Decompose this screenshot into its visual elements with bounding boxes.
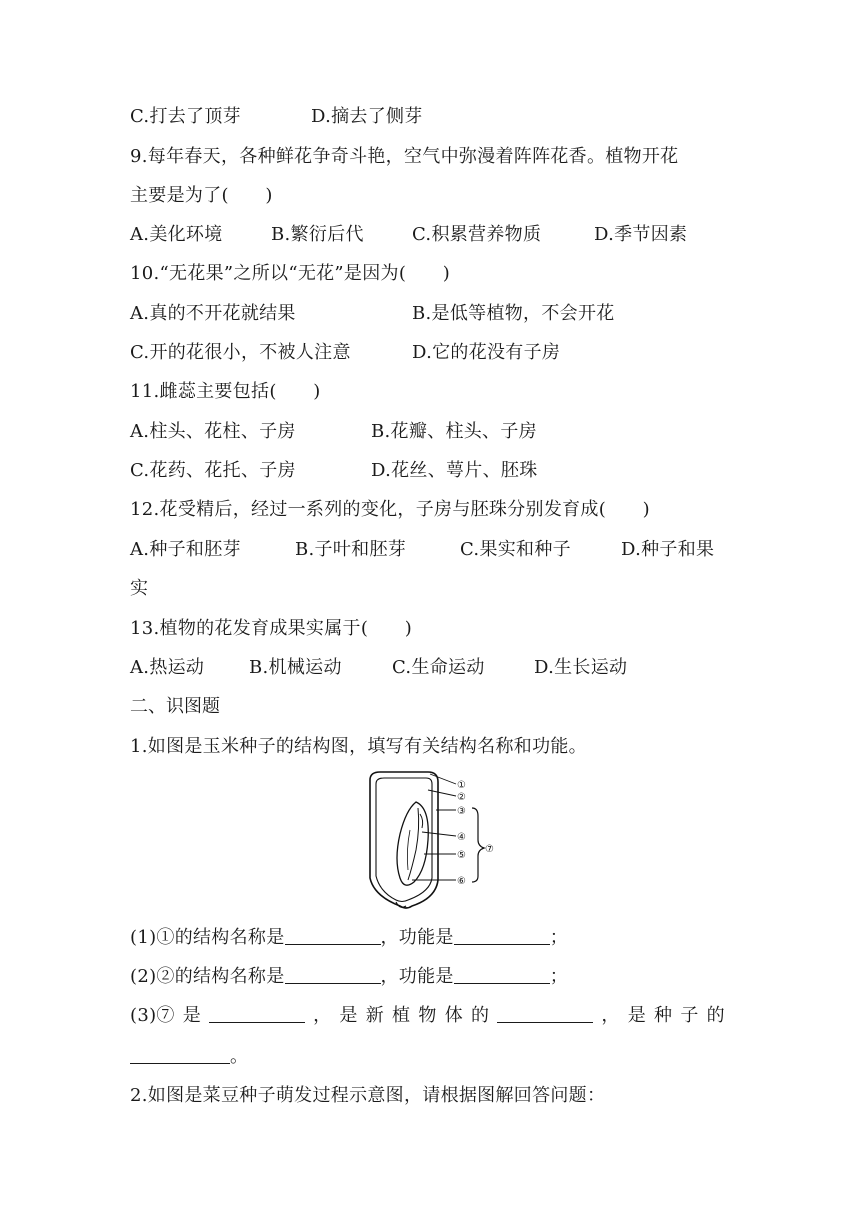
label-6: ⑥ [457,876,466,887]
fill-q1-part3-wrap [130,1044,248,1070]
blank-input[interactable] [130,1045,230,1064]
q9-option-c: C.积累营养物质 [412,224,542,245]
label-5: ⑤ [457,850,466,861]
fig-q2-stem: 2.如图是菜豆种子萌发过程示意图，请根据图解回答问题： [130,1085,606,1106]
q13-option-c: C.生命运动 [392,657,485,678]
fill-q1-part1 [130,925,568,951]
part3-end: 。 [230,1046,249,1067]
q10-option-d: D.它的花没有子房 [412,342,561,363]
label-7: ⑦ [485,844,494,855]
q11-option-c: C.花药、花托、子房 [130,460,296,481]
q12-option-c: C.果实和种子 [460,539,571,560]
q11-stem: 11.雌蕊主要包括( ) [130,381,321,402]
q13-stem: 13.植物的花发育成果实属于( ) [130,618,413,639]
q9-stem-line2: 主要是为了( ) [130,185,273,206]
q10-stem: 10.“无花果”之所以“无花”是因为( ) [130,263,451,284]
q12-option-a: A.种子和胚芽 [130,539,241,560]
part1-end: ； [549,927,569,948]
part1-mid: ，功能是 [380,927,454,948]
q9-option-d: D.季节因素 [594,224,688,245]
part2-prefix: (2)②的结构名称是 [130,966,285,987]
q12-option-d: D.种子和果 [621,539,715,560]
blank-input[interactable] [454,965,550,984]
section-title: 二、识图题 [130,696,220,717]
part3-mid: ， 是 新 植 物 体 的 [313,1005,490,1026]
q13-option-a: A.热运动 [130,657,205,678]
part2-mid: ，功能是 [380,966,454,987]
label-2: ② [457,792,466,803]
blank-input[interactable] [285,926,381,945]
q10-option-a: A.真的不开花就结果 [130,303,296,324]
blank-input[interactable] [497,1004,593,1023]
q8-option-c: C.打去了顶芽 [130,106,241,127]
q12-stem: 12.花受精后，经过一系列的变化，子房与胚珠分别发育成( ) [130,499,650,520]
blank-input[interactable] [285,965,381,984]
q9-stem-line1: 9.每年春天，各种鲜花争奇斗艳，空气中弥漫着阵阵花香。植物开花 [130,146,679,167]
fill-q1-part3 [130,1003,725,1029]
blank-input[interactable] [454,926,550,945]
label-4: ④ [457,832,466,843]
q10-option-b: B.是低等植物，不会开花 [412,303,615,324]
corn-seed-diagram [360,770,500,910]
q9-option-a: A.美化环境 [130,224,223,245]
q11-option-d: D.花丝、萼片、胚珠 [371,460,538,481]
part3-suffix: ， 是 种 子 的 [601,1005,725,1026]
label-1: ① [457,780,466,791]
q13-option-b: B.机械运动 [249,657,342,678]
q11-option-b: B.花瓣、柱头、子房 [371,421,537,442]
part1-prefix: (1)①的结构名称是 [130,927,285,948]
part2-end: ； [549,966,569,987]
q9-option-b: B.繁衍后代 [271,224,364,245]
fig-q1-stem: 1.如图是玉米种子的结构图，填写有关结构名称和功能。 [130,736,587,757]
q12-wrap: 实 [130,578,149,599]
q12-option-b: B.子叶和胚芽 [295,539,407,560]
q10-option-c: C.开的花很小，不被人注意 [130,342,351,363]
q11-option-a: A.柱头、花柱、子房 [130,421,296,442]
q13-option-d: D.生长运动 [534,657,628,678]
part3-prefix: (3)⑦ 是 [130,1005,202,1026]
blank-input[interactable] [209,1004,305,1023]
fill-q1-part2 [130,964,568,990]
label-3: ③ [457,806,466,817]
q8-option-d: D.摘去了侧芽 [311,106,423,127]
